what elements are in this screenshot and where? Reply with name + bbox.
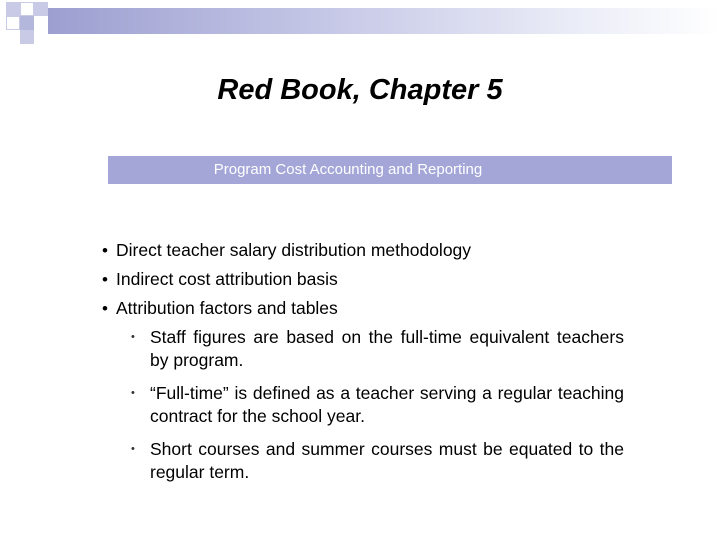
bullet-icon: •	[131, 387, 135, 399]
bullet-list	[102, 236, 628, 494]
bullet-item	[102, 236, 628, 265]
bullet-icon: •	[102, 299, 108, 318]
bullet-item	[102, 294, 628, 323]
decor-square	[20, 2, 34, 16]
decor-square	[20, 16, 34, 30]
slide-subtitle: Program Cost Accounting and Reporting	[213, 161, 483, 178]
bullet-icon: •	[131, 443, 135, 455]
bullet-item	[102, 265, 628, 294]
decor-square	[34, 2, 48, 16]
decor-square	[20, 30, 34, 44]
sub-bullet-item	[131, 438, 624, 484]
bullet-text: Attribution factors and tables	[116, 298, 338, 318]
sub-bullet-text: Short courses and summer courses must be equated to the regular term.	[150, 439, 624, 482]
bullet-text: Indirect cost attribution basis	[116, 269, 338, 289]
decor-square	[6, 16, 20, 30]
sub-bullet-list	[108, 326, 624, 484]
bullet-text: Direct teacher salary distribution methodology	[116, 240, 472, 260]
sub-bullet-text: Staff figures are based on the full-time equivalent teachers by program.	[150, 327, 624, 370]
sub-bullet-text: “Full-time” is defined as a teacher serving a regular teaching contract for the school year.	[150, 383, 624, 426]
header-gradient-band	[48, 8, 720, 34]
decor-square	[6, 2, 20, 16]
sub-bullet-item	[131, 326, 624, 372]
bullet-icon: •	[102, 270, 108, 289]
bullet-icon: •	[102, 241, 108, 260]
slide-title: Red Book, Chapter 5	[217, 74, 503, 106]
sub-bullet-item	[131, 382, 624, 428]
bullet-icon: •	[131, 331, 135, 343]
